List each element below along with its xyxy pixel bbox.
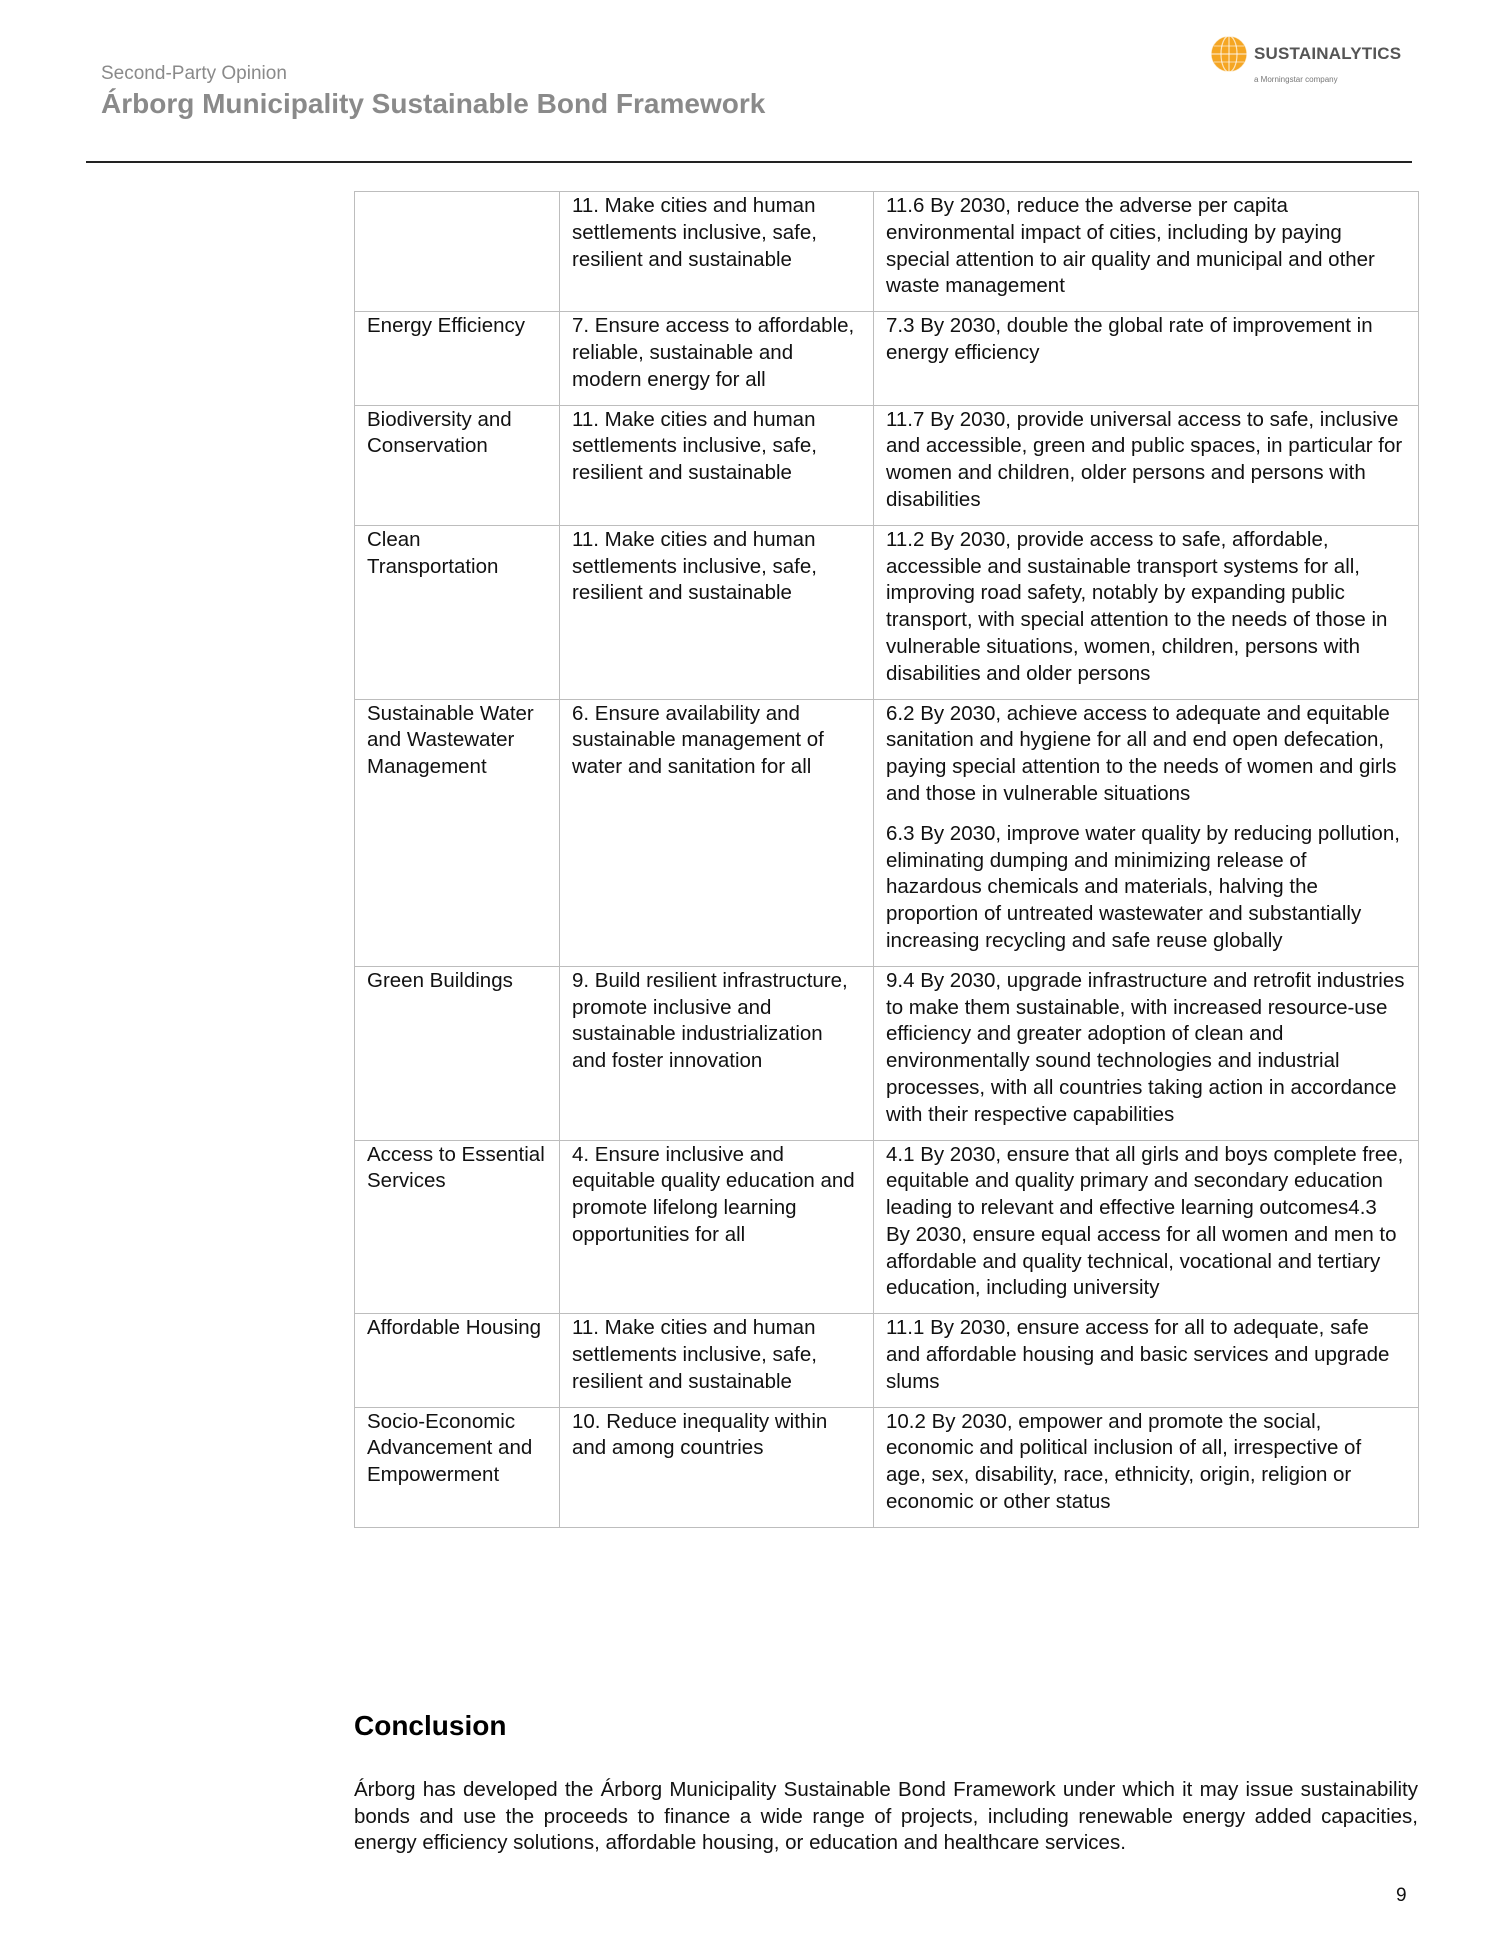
use-of-proceeds-category-cell: Sustainable Water and Wastewater Management [355, 699, 560, 966]
sdg-target-cell [874, 966, 1419, 1140]
logo-tagline: a Morningstar company [1254, 75, 1338, 84]
sdg-target-text: 11.2 By 2030, provide access to safe, affordable, accessible and sustainable transport systems for all, improving road safety, notably by expanding public transport, with special attention to the needs of those in vulnerable situations, women, children, persons with disabilities and older persons [886, 527, 1388, 685]
use-of-proceeds-category-cell: Access to Essential Services [355, 1140, 560, 1314]
table-row [355, 192, 1419, 312]
sdg-target-text: 11.1 By 2030, ensure access for all to adequate, safe and affordable housing and basic services and upgrade slums [886, 1316, 1390, 1393]
sdg-goal-cell: 9. Build resilient infrastructure, promote inclusive and sustainable industrialization and foster innovation [560, 966, 874, 1140]
sdg-target-text: 9.4 By 2030, upgrade infrastructure and retrofit industries to make them sustainable, with increased resource-use efficiency and greater adoption of clean and environmentally sound technologies and industrial processes, with all countries taking action in accordance with their respective capabilities [886, 968, 1405, 1126]
globe-logo-icon [1210, 35, 1248, 73]
document-title: Árborg Municipality Sustainable Bond Framework [101, 88, 766, 119]
table-row [355, 1314, 1419, 1407]
sdg-target-cell [874, 312, 1419, 405]
sdg-target-cell [874, 405, 1419, 525]
sdg-target-text: 10.2 By 2030, empower and promote the social, economic and political inclusion of all, irrespective of age, sex, disability, race, ethnicity, origin, religion or economic or other status [886, 1409, 1362, 1514]
use-of-proceeds-category-cell: Clean Transportation [355, 525, 560, 699]
conclusion-paragraph: Árborg has developed the Árborg Municipality Sustainable Bond Framework under which it may issue sustainability bonds and use the proceeds to finance a wide range of projects, including renewable energy added capacities, energy efficiency solutions, affordable housing, or education and healthcare services. [354, 1778, 1418, 1855]
sdg-target-cell [874, 699, 1419, 966]
table-row [355, 699, 1419, 966]
page-number: 9 [1396, 1885, 1407, 1906]
table-row [355, 525, 1419, 699]
header-divider [86, 161, 1412, 163]
sdg-goal-cell: 4. Ensure inclusive and equitable quality education and promote lifelong learning opportunities for all [560, 1140, 874, 1314]
sdg-goal-cell: 10. Reduce inequality within and among countries [560, 1407, 874, 1527]
sdg-target-cell [874, 1407, 1419, 1527]
document-subtitle: Second-Party Opinion [101, 63, 287, 84]
table-row [355, 312, 1419, 405]
sdg-goal-cell: 11. Make cities and human settlements inclusive, safe, resilient and sustainable [560, 192, 874, 312]
use-of-proceeds-category-cell: Green Buildings [355, 966, 560, 1140]
use-of-proceeds-category-cell [355, 192, 560, 312]
sdg-alignment-table [354, 191, 1419, 1528]
table-row [355, 1140, 1419, 1314]
sdg-target-text: 7.3 By 2030, double the global rate of improvement in energy efficiency [886, 314, 1373, 364]
use-of-proceeds-category-cell: Affordable Housing [355, 1314, 560, 1407]
conclusion-heading: Conclusion [354, 1710, 507, 1741]
use-of-proceeds-category-cell: Biodiversity and Conservation [355, 405, 560, 525]
sustainalytics-logo [1210, 33, 1410, 93]
sdg-goal-cell: 7. Ensure access to affordable, reliable, sustainable and modern energy for all [560, 312, 874, 405]
sdg-target-text: 6.3 By 2030, improve water quality by reducing pollution, eliminating dumping and minimizing release of hazardous chemicals and materials, halving the proportion of untreated wastewater and substantially increasing recycling and safe reuse globally [886, 821, 1400, 952]
sdg-goal-cell: 6. Ensure availability and sustainable management of water and sanitation for all [560, 699, 874, 966]
table-row [355, 966, 1419, 1140]
sdg-target-cell [874, 525, 1419, 699]
use-of-proceeds-category-cell: Socio-Economic Advancement and Empowerment [355, 1407, 560, 1527]
sdg-goal-cell: 11. Make cities and human settlements inclusive, safe, resilient and sustainable [560, 525, 874, 699]
sdg-target-cell [874, 1314, 1419, 1407]
sdg-goal-cell: 11. Make cities and human settlements inclusive, safe, resilient and sustainable [560, 405, 874, 525]
sdg-target-text: 6.2 By 2030, achieve access to adequate and equitable sanitation and hygiene for all and end open defecation, paying special attention to the needs of women and girls and those in vulnerable situations [886, 701, 1397, 805]
table-row [355, 1407, 1419, 1527]
sdg-table-body [355, 192, 1419, 1528]
sdg-target-cell [874, 192, 1419, 312]
logo-name: SUSTAINALYTICS [1254, 44, 1402, 63]
sdg-goal-cell: 11. Make cities and human settlements inclusive, safe, resilient and sustainable [560, 1314, 874, 1407]
sdg-target-text: 4.1 By 2030, ensure that all girls and boys complete free, equitable and quality primary and secondary education leading to relevant and effective learning outcomes4.3 By 2030, ensure equal access for all women and men to affordable and quality technical, vocational and tertiary education, including university [886, 1142, 1404, 1300]
table-row [355, 405, 1419, 525]
sdg-target-cell [874, 1140, 1419, 1314]
sdg-target-text: 11.7 By 2030, provide universal access to safe, inclusive and accessible, green and public spaces, in particular for women and children, older persons and persons with disabilities [886, 407, 1403, 511]
use-of-proceeds-category-cell: Energy Efficiency [355, 312, 560, 405]
sdg-target-text: 11.6 By 2030, reduce the adverse per capita environmental impact of cities, including by paying special attention to air quality and municipal and other waste management [886, 194, 1375, 298]
